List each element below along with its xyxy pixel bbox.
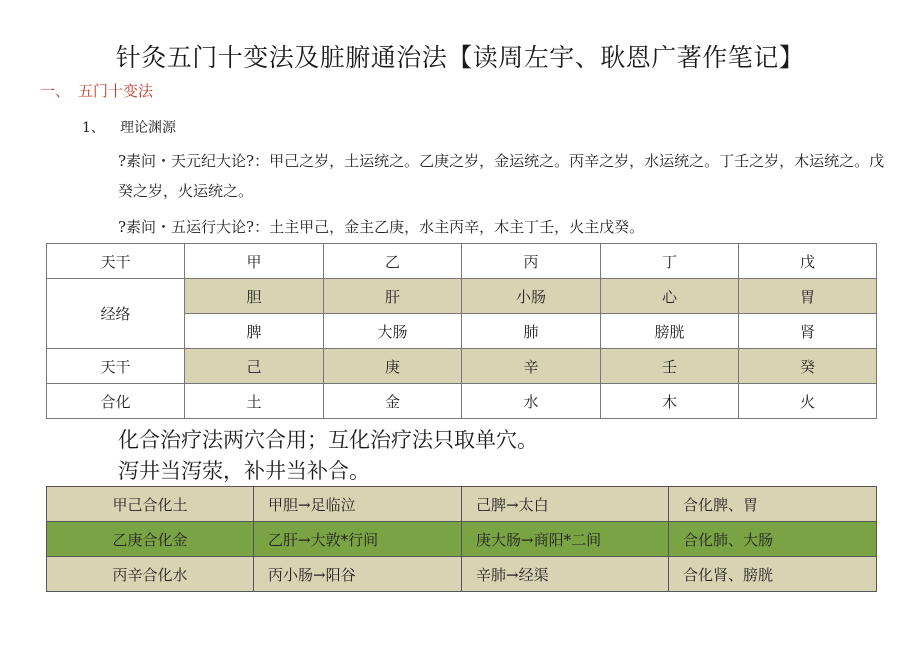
row-label: 经络 <box>47 279 185 349</box>
table-cell: 甲 <box>185 244 324 279</box>
table-cell: 庚 <box>324 349 462 384</box>
table-cell: 戊 <box>739 244 877 279</box>
row-label: 合化 <box>47 384 185 419</box>
table-cell: 心 <box>601 279 739 314</box>
section-number: 一、 <box>40 82 71 100</box>
table-cell: 丙 <box>462 244 601 279</box>
table-cell: 胆 <box>185 279 324 314</box>
table-cell: 己脾→太白 <box>462 487 669 522</box>
table-cell: 合化肾、膀胱 <box>669 557 877 592</box>
table-cell: 肺 <box>462 314 601 349</box>
table-cell: 甲胆→足临泣 <box>254 487 462 522</box>
subsection-label: 理论渊源 <box>120 120 176 136</box>
table-cell: 土 <box>185 384 324 419</box>
table-cell: 膀胱 <box>601 314 739 349</box>
table-row <box>47 522 877 557</box>
table-cell: 合化脾、胃 <box>669 487 877 522</box>
row-label: 天干 <box>47 349 185 384</box>
table-cell: 肾 <box>739 314 877 349</box>
combination-points-table <box>46 486 877 592</box>
table-cell: 胃 <box>739 279 877 314</box>
table-cell: 癸 <box>739 349 877 384</box>
table-cell: 甲己合化土 <box>47 487 254 522</box>
section-heading <box>40 80 153 101</box>
note-tonify-drain: 泻井当泻荥，补井当补合。 <box>118 459 370 483</box>
table-cell: 肝 <box>324 279 462 314</box>
paragraph-tianyuanji: ?素问・天元纪大论?：甲己之岁，土运统之。乙庚之岁，金运统之。丙辛之岁，水运统之。丁壬之岁，木运统之。戊癸之岁，火运统之。 <box>118 152 885 200</box>
table-cell: 乙肝→大敦*行间 <box>254 522 462 557</box>
page-title: 针灸五门十变法及脏腑通治法【读周左宇、耿恩广著作笔记】 <box>115 43 805 72</box>
table-cell: 大肠 <box>324 314 462 349</box>
table-cell: 脾 <box>185 314 324 349</box>
subsection-number: 1、 <box>82 120 105 136</box>
row-label: 天干 <box>47 244 185 279</box>
note-treatment-method: 化合治疗法两穴合用；互化治疗法只取单穴。 <box>118 428 538 452</box>
table-cell: 丁 <box>601 244 739 279</box>
section-label: 五门十变法 <box>78 82 154 100</box>
table-cell: 辛 <box>462 349 601 384</box>
table-cell: 丙辛合化水 <box>47 557 254 592</box>
table-cell: 丙小肠→阳谷 <box>254 557 462 592</box>
subsection-heading <box>82 117 176 137</box>
table-cell: 乙庚合化金 <box>47 522 254 557</box>
table-cell: 乙 <box>324 244 462 279</box>
table-cell: 己 <box>185 349 324 384</box>
paragraph-wuyunxing: ?素问・五运行大论?：土主甲己，金主乙庚，水主丙辛，木主丁壬，火主戊癸。 <box>118 218 645 236</box>
table-row <box>47 244 877 279</box>
table-cell: 小肠 <box>462 279 601 314</box>
table-cell: 辛肺→经渠 <box>462 557 669 592</box>
table-cell: 合化肺、大肠 <box>669 522 877 557</box>
table-row <box>47 487 877 522</box>
table-row <box>47 384 877 419</box>
table-cell: 火 <box>739 384 877 419</box>
table-row <box>47 557 877 592</box>
table-cell: 金 <box>324 384 462 419</box>
table-cell: 壬 <box>601 349 739 384</box>
table-row <box>47 349 877 384</box>
stems-meridians-table <box>46 243 877 419</box>
table-cell: 木 <box>601 384 739 419</box>
table-cell: 水 <box>462 384 601 419</box>
table-cell: 庚大肠→商阳*二间 <box>462 522 669 557</box>
table-row <box>47 279 877 314</box>
